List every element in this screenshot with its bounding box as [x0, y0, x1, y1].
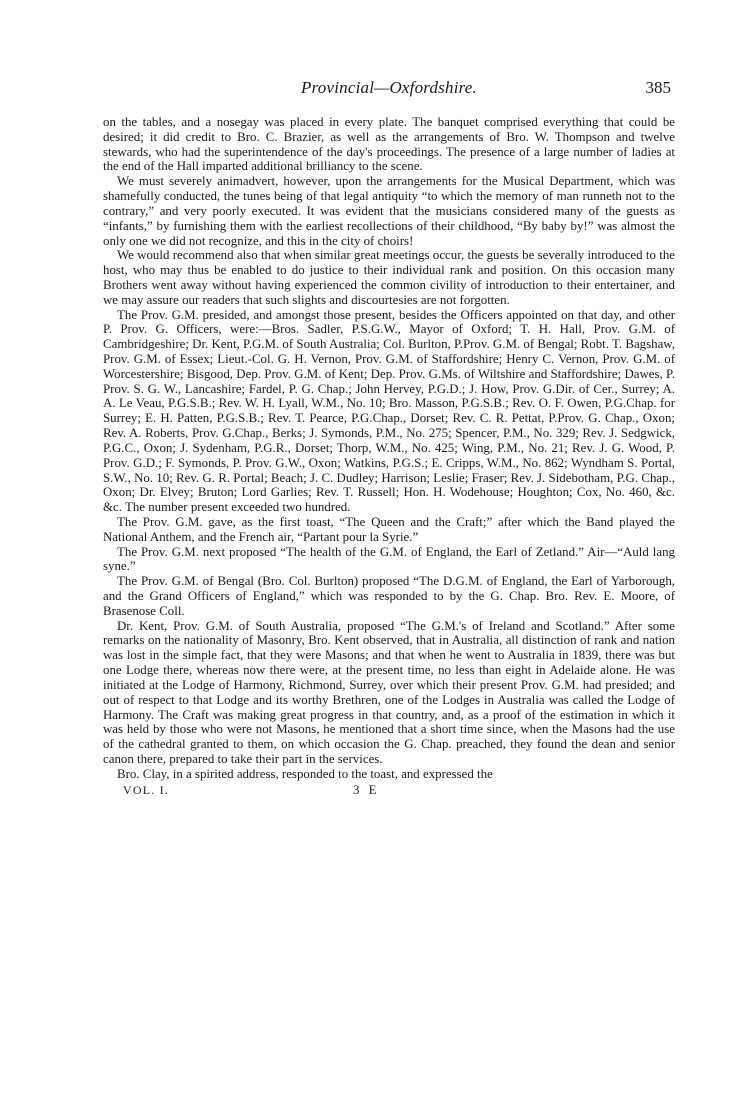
paragraph-clay-response: Bro. Clay, in a spirited address, responded to the toast, and expressed the	[117, 766, 493, 781]
paragraph-bengal-toast: The Prov. G.M. of Bengal (Bro. Col. Burlton) proposed “The D.G.M. of England, the Earl of Yarborough, and the Grand Officers of England,” which was responded to by the G. Chap. Bro. Rev. E. Moore, of Brasenose Coll.	[103, 574, 675, 618]
body-text	[103, 115, 675, 782]
page-number: 385	[645, 78, 671, 97]
paragraph-kent-toast: Dr. Kent, Prov. G.M. of South Australia, proposed “The G.M.'s of Ireland and Scotland.” After some remarks on the nationality of Masonry, Bro. Kent observed, that in Australia, all distinction of rank and nation was lost in the simple fact, that they were Masons; and that when he went to Australia in 1839, there was but one Lodge there, whereas now there were, at the present time, no less than eight in Adelaide alone. He was initiated at the Lodge of Harmony, Richmond, Surrey, over which their present Prov. G.M. had presided; and out of respect to that Lodge and its worthy Brethren, one of the Lodges in Australia was called the Lodge of Harmony. The Craft was making great progress in that country, and, as a proof of the estimation in which it was held by those who were not Masons, he mentioned that a short time since, when the Masons had the use of the cathedral granted to them, on which occasion the G. Chap. preached, they found the dean and senior canon there, prepared to take their part in the services.	[103, 618, 675, 766]
running-title: Provincial—Oxfordshire.	[301, 78, 477, 97]
paragraph-second-toast: The Prov. G.M. next proposed “The health of the G.M. of England, the Earl of Zetland.” Air—“Auld lang syne.”	[103, 544, 675, 574]
volume-label: VOL. I.	[123, 782, 170, 797]
paragraph-first-toast: The Prov. G.M. gave, as the first toast, “The Queen and the Craft;” after which the Band played the National Anthem, and the French air, “Partant pour la Syrie.”	[103, 514, 675, 544]
signature-mark: 3 E	[353, 782, 380, 797]
page-header	[103, 78, 675, 100]
paragraph-banquet: on the tables, and a nosegay was placed in every plate. The banquet comprised everything that could be desired; it did credit to Bro. C. Brazier, as well as the arrangements of Bro. W. Thompson and twelve stewards, who had the superintendence of the day's proceedings. The presence of a large number of ladies at the end of the Hall imparted additional brilliancy to the scene.	[103, 115, 675, 174]
paragraph-introductions: We would recommend also that when similar great meetings occur, the guests be severally introduced to the host, who may thus be enabled to do justice to their individual rank and position. On this occasion many Brothers went away without having experienced the common civility of introduction to their entertainer, and we may assure our readers that such slights and discourtesies are not forgotten.	[103, 248, 675, 307]
paragraph-attendees: The Prov. G.M. presided, and amongst those present, besides the Officers appointed on that day, and other P. Prov. G. Officers, were:—Bros. Sadler, P.S.G.W., Mayor of Oxford; T. H. Hall, Prov. G.M. of Cambridgeshire; Dr. Kent, P.G.M. of South Australia; Col. Burlton, P.Prov. G.M. of Bengal; Robt. T. Bagshaw, Prov. G.M. of Essex; Lieut.-Col. G. H. Vernon, Prov. G.M. of Staffordshire; Henry C. Vernon, Prov. G.M. of Worcestershire; Bisgood, Dep. Prov. G.M. of Kent; Dep. Prov. G.Ms. of Wiltshire and Staffordshire; Dawes, P. Prov. S. G. W., Lancashire; Fardel, P. G. Chap.; John Hervey, P.G.D.; J. How, Prov. G.Dir. of Cer., Surrey; A. A. Le Veau, P.G.S.B.; Rev. W. H. Lyall, W.M., No. 10; Bro. Masson, P.G.S.B.; Rev. O. F. Owen, P.G.Chap. for Surrey; E. H. Patten, P.G.S.B.; Rev. T. Pearce, P.G.Chap., Dorset; Rev. C. R. Pettat, P.Prov. G. Chap., Oxon; Rev. A. Roberts, Prov. G.Chap., Berks; J. Symonds, P.M., No. 275; Spencer, P.M., No. 329; Rev. J. Sedgwick, P.G.C., Oxon; J. Sydenham, P.G.R., Dorset; Thorp, W.M., No. 425; Wing, P.M., No. 21; Rev. J. G. Wood, P. Prov. G.D.; F. Symonds, P. Prov. G.W., Oxon; Watkins, P.G.S.; E. Cripps, W.M., No. 862; Wyndham S. Portal, S.W., No. 10; Rev. G. R. Portal; Beach; J. C. Dudley; Harrison; Leslie; Fraser; Rev. J. Sidebotham, P.G. Chap., Oxon; Dr. Elvey; Bruton; Lord Garlies; Rev. T. Russell; Hon. H. Wodehouse; Houghton; Cox, No. 460, &c. &c. The number present exceeded two hundred.	[103, 307, 675, 515]
page-footer	[103, 783, 675, 799]
paragraph-music: We must severely animadvert, however, upon the arrangements for the Musical Department, which was shamefully conducted, the tunes being of that legal antiquity “to which the memory of man runneth not to the contrary,” and very poorly executed. It was evident that the musicians considered many of the guests as “infants,” by furnishing them with the earliest recollections of their childhood, “By baby by!” was almost the only one we did not recognize, and this in the city of choirs!	[103, 174, 675, 248]
